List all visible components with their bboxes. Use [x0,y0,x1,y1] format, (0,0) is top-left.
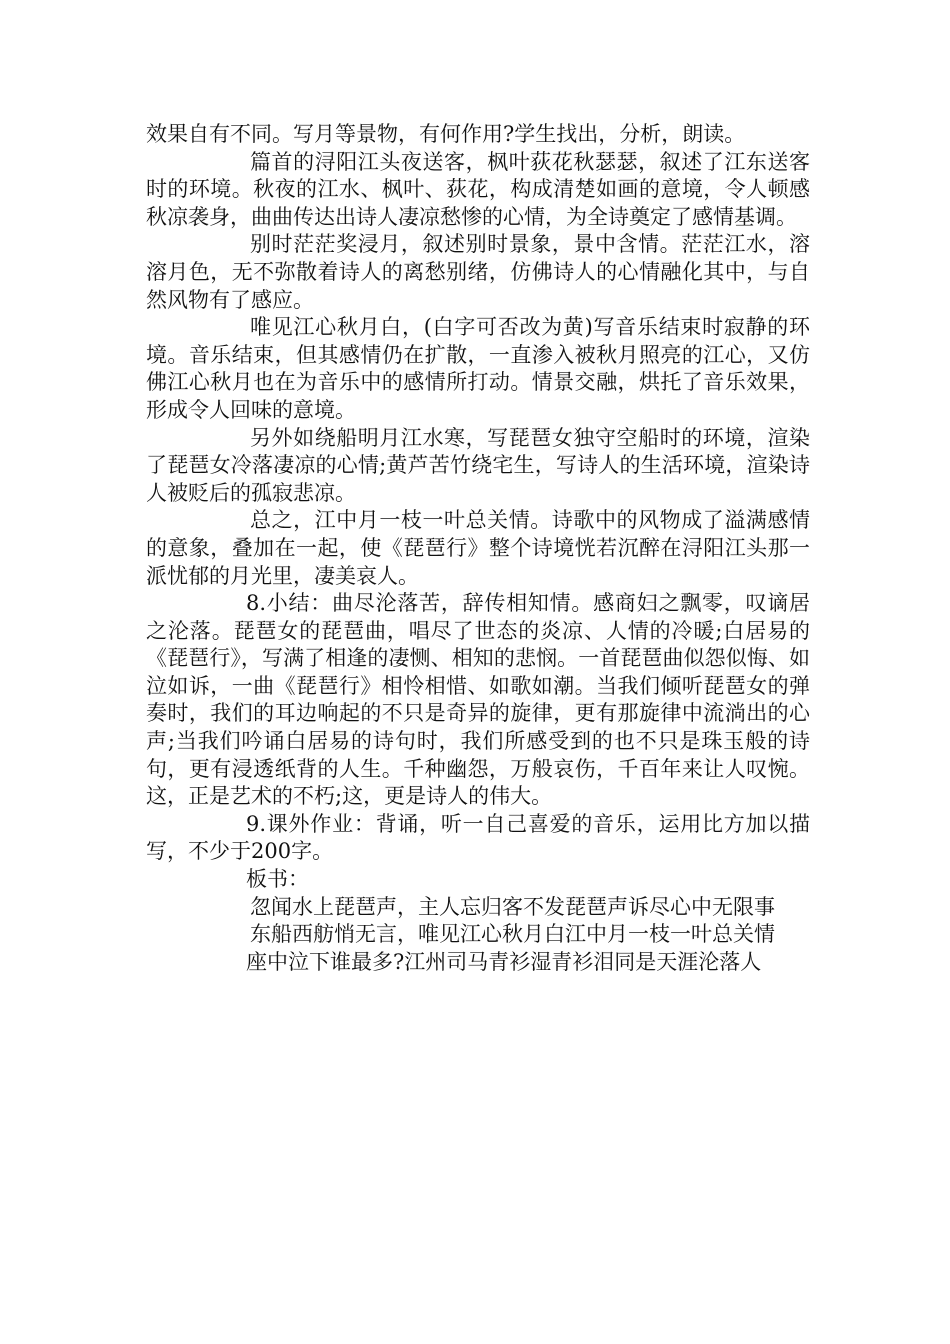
blackboard-line-3: 座中泣下谁最多?江州司马青衫湿青衫泪同是天涯沦落人 [246,949,762,974]
paragraph-conclusion: 总之，江中月一枝一叶总关情。诗歌中的风物成了溢满感情的意象，叠加在一起，使《琵琶行》整个诗境恍若沉醉在浔阳江头那一派忧郁的月光里，凄美哀人。 [146,508,810,588]
blackboard-line-1: 忽闻水上琵琶声，主人忘归客不发琵琶声诉尽心中无限事 [250,894,775,919]
blackboard-line-2: 东船西舫悄无言，唯见江心秋月白江中月一枝一叶总关情 [250,922,775,947]
blackboard-heading: 板书： [246,867,309,892]
paragraph-autumn-moon: 唯见江心秋月白，(白字可否改为黄)写音乐结束时寂静的环境。音乐结束，但其感情仍在扩散，一直渗入被秋月照亮的江心，又仿佛江心秋月也在为音乐中的感情所打动。情景交融，烘托了音乐效果，形成令人回味的意境。 [146,315,810,422]
paragraph-homework: 9.课外作业：背诵，听一自己喜爱的音乐，运用比方加以描写，不少于200字。 [146,811,810,864]
paragraph-other-scenes: 另外如绕船明月江水寒，写琵琶女独守空船时的环境，渲染了琵琶女冷落凄凉的心情;黄芦苦竹绕宅生，写诗人的生活环境，渲染诗人被贬后的孤寂悲凉。 [146,425,810,505]
paragraph-continuation: 效果自有不同。写月等景物，有何作用?学生找出，分析，朗读。 [146,122,746,146]
paragraph-parting-scene: 别时茫茫奖浸月，叙述别时景象，景中含情。茫茫江水，溶溶月色，无不弥散着诗人的离愁别绪，仿佛诗人的心情融化其中，与自然风物有了感应。 [146,232,810,312]
document-body [146,121,810,976]
paragraph-summary: 8.小结：曲尽沦落苦，辞传相知情。感商妇之飘零，叹谪居之沦落。琵琶女的琵琶曲，唱尽了世态的炎凉、人情的冷暖;白居易的《琵琶行》，写满了相逢的凄恻、相知的悲悯。一首琵琶曲似怨似悔、如泣如诉，一曲《琵琶行》相怜相惜、如歌如潮。当我们倾听琵琶女的弹奏时，我们的耳边响起的不只是奇异的旋律，更有那旋律中流淌出的心声;当我们吟诵白居易的诗句时，我们所感受到的也不只是珠玉般的诗句，更有浸透纸背的人生。千种幽怨，万般哀伤，千百年来让人叹惋。这，正是艺术的不朽;这，更是诗人的伟大。 [146,591,810,809]
paragraph-opening-scene: 篇首的浔阳江头夜送客，枫叶荻花秋瑟瑟，叙述了江东送客时的环境。秋夜的江水、枫叶、荻花，构成清楚如画的意境，令人顿感秋凉袭身，曲曲传达出诗人凄凉愁惨的心情，为全诗奠定了感情基调。 [146,149,810,229]
